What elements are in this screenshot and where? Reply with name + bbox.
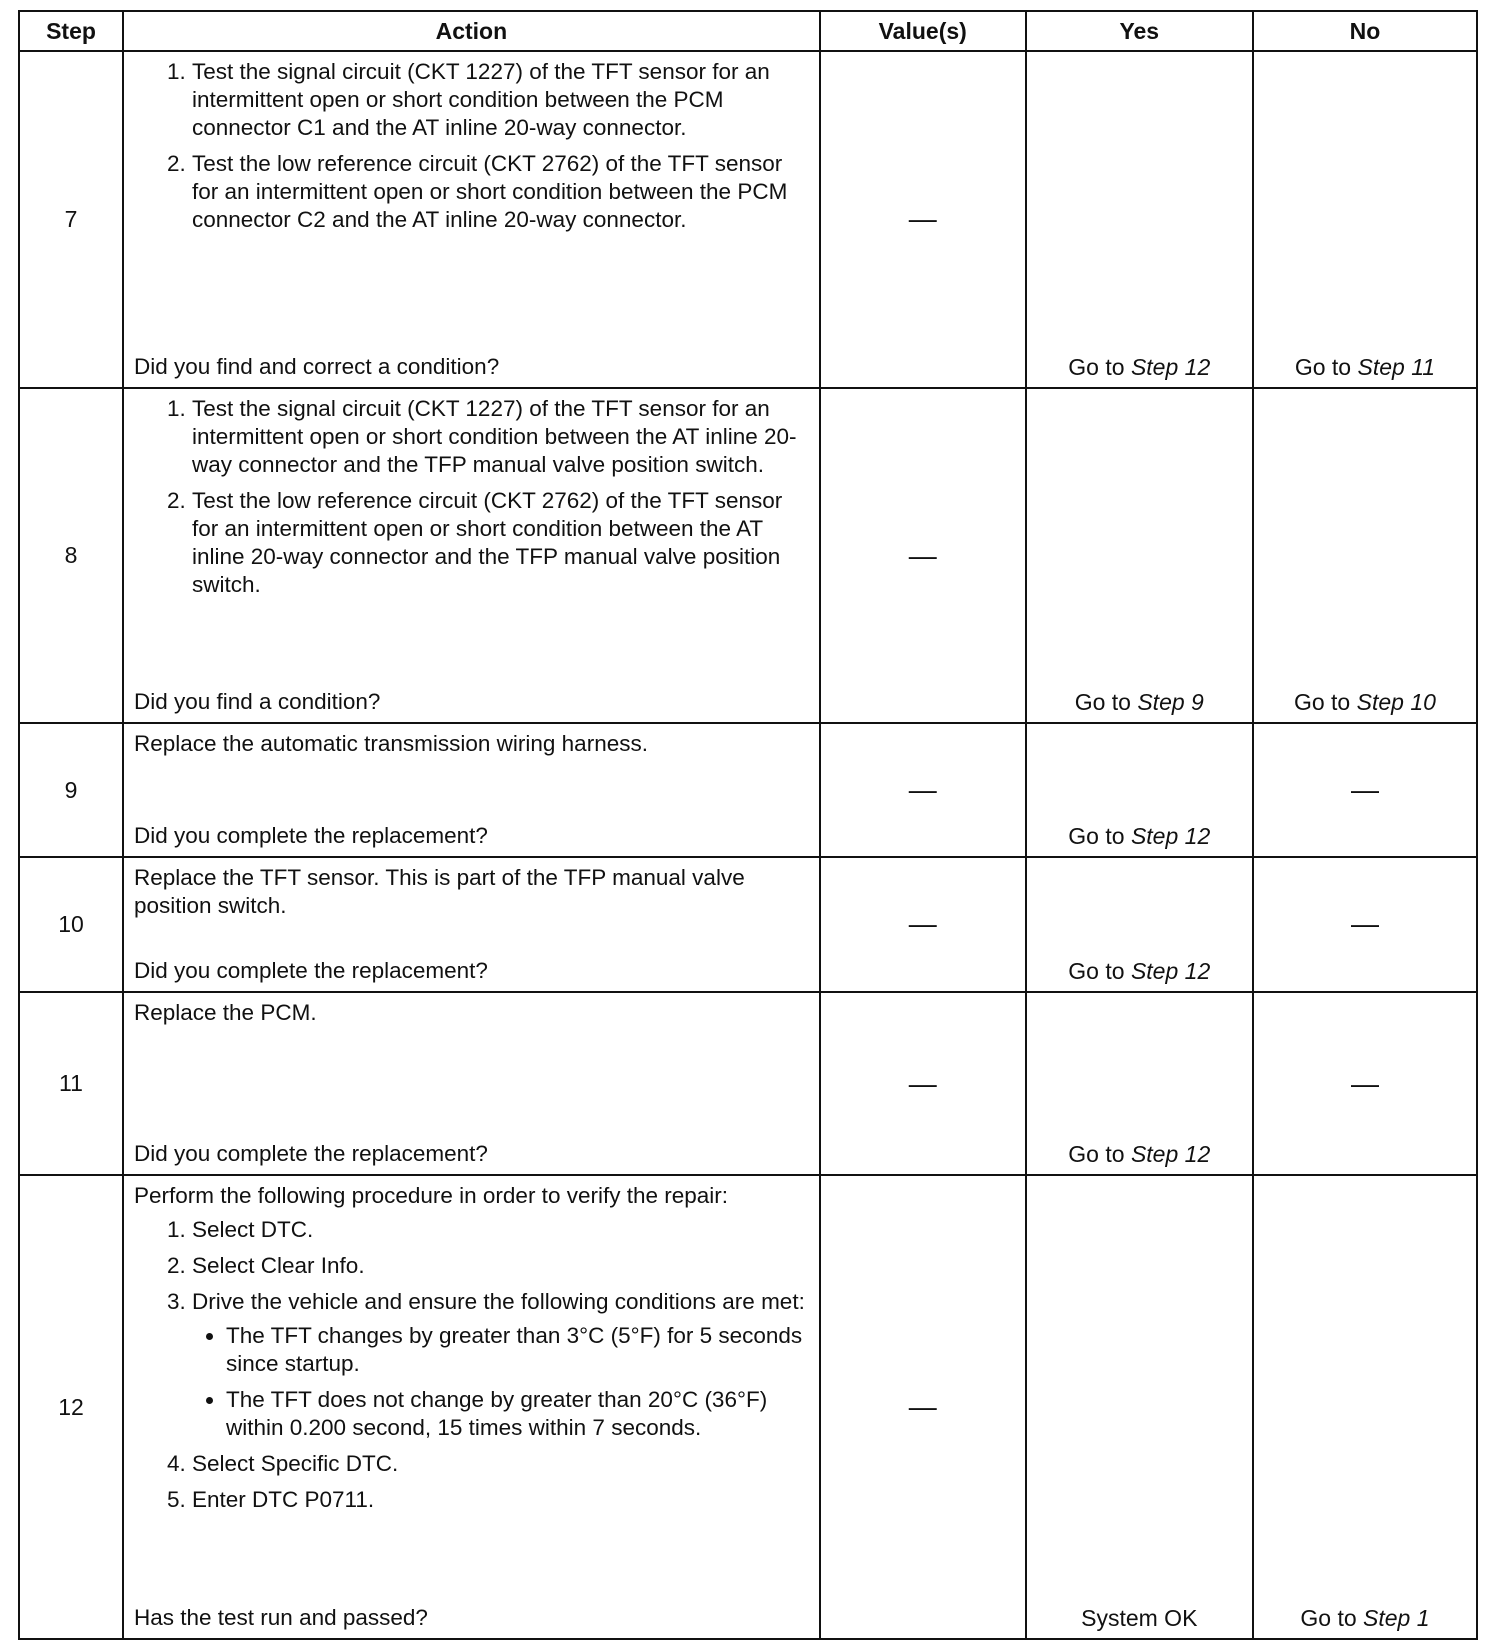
value-cell: —	[820, 1175, 1026, 1639]
action-steps-list	[134, 58, 809, 242]
no-cell	[1253, 51, 1477, 388]
value-cell: —	[820, 388, 1026, 724]
condition-bullet: • The TFT does not change by greater than 20°C (36°F) within 0.200 second, 15 times within 7 seconds.	[226, 1386, 809, 1442]
action-steps-list	[134, 1216, 809, 1514]
action-step: 2. Select Clear Info.	[192, 1252, 809, 1280]
diagnostic-table	[18, 10, 1478, 1640]
action-step-text: Drive the vehicle and ensure the following conditions are met:	[191, 1289, 805, 1315]
value-cell: —	[820, 51, 1026, 388]
yes-prefix: Go to	[1068, 822, 1131, 849]
action-step: 1. Select DTC.	[192, 1216, 809, 1244]
yes-cell	[1026, 857, 1253, 992]
yes-cell	[1026, 992, 1253, 1175]
action-instruction: Replace the TFT sensor. This is part of the TFP manual valve position switch.	[133, 864, 745, 918]
step-number: 9	[19, 723, 123, 856]
action-step: 4. Select Specific DTC.	[192, 1450, 809, 1478]
no-cell	[1253, 388, 1477, 724]
table-row-step-7	[19, 51, 1477, 388]
table-row-step-9	[19, 723, 1477, 856]
action-instruction: Replace the PCM.	[133, 1000, 317, 1026]
header-no: No	[1253, 11, 1477, 51]
yes-step-link: Step 12	[1130, 958, 1211, 985]
action-cell	[123, 992, 820, 1175]
yes-step-link: Step 12	[1130, 1141, 1211, 1168]
condition-bullet-list	[192, 1322, 809, 1442]
yes-step-link: Step 12	[1130, 353, 1211, 380]
header-action: Action	[123, 11, 820, 51]
action-question: Did you complete the replacement?	[133, 822, 488, 848]
table-row-step-8	[19, 388, 1477, 724]
table-row-step-12	[19, 1175, 1477, 1639]
action-question: Did you complete the replacement?	[133, 958, 488, 984]
header-row	[19, 11, 1477, 51]
step-number: 7	[19, 51, 123, 388]
step-number: 10	[19, 857, 123, 992]
condition-bullet: • The TFT changes by greater than 3°C (5°F) for 5 seconds since startup.	[226, 1322, 809, 1378]
action-cell	[123, 723, 820, 856]
action-step: 1. Test the signal circuit (CKT 1227) of the TFT sensor for an intermittent open or short condition between the AT inline 20-way connector and the TFP manual valve position switch.	[192, 395, 809, 479]
value-cell: —	[820, 723, 1026, 856]
yes-cell	[1026, 723, 1253, 856]
no-prefix: Go to	[1300, 1605, 1364, 1631]
header-step: Step	[19, 11, 123, 51]
yes-prefix: Go to	[1074, 689, 1138, 716]
action-question: Did you find and correct a condition?	[133, 353, 500, 379]
no-prefix: Go to	[1294, 353, 1358, 380]
action-instruction: Perform the following procedure in order to verify the repair:	[133, 1183, 729, 1209]
table-row-step-11	[19, 992, 1477, 1175]
action-step: 2. Test the low reference circuit (CKT 2762) of the TFT sensor for an intermittent open or short condition between the AT inline 20-way connector and the TFP manual valve position switch.	[192, 487, 809, 599]
step-number: 8	[19, 388, 123, 724]
no-step-link: Step 10	[1356, 689, 1436, 716]
yes-step-link: Step 12	[1130, 822, 1211, 849]
action-question: Did you complete the replacement?	[133, 1141, 488, 1167]
no-step-link: Step 11	[1357, 353, 1436, 380]
table-row-step-10	[19, 857, 1477, 992]
no-cell: —	[1253, 992, 1477, 1175]
value-cell: —	[820, 992, 1026, 1175]
action-cell	[123, 51, 820, 388]
value-cell: —	[820, 857, 1026, 992]
action-question: Has the test run and passed?	[133, 1605, 428, 1630]
yes-cell	[1026, 388, 1253, 724]
action-cell	[123, 388, 820, 724]
yes-prefix: Go to	[1068, 958, 1131, 985]
header-values: Value(s)	[820, 11, 1026, 51]
no-cell	[1253, 1175, 1477, 1639]
yes-prefix: Go to	[1068, 1141, 1131, 1168]
action-steps-list	[134, 395, 809, 607]
yes-cell	[1026, 51, 1253, 388]
no-step-link: Step 1	[1363, 1605, 1430, 1631]
no-prefix: Go to	[1293, 689, 1357, 716]
step-number: 11	[19, 992, 123, 1175]
header-yes: Yes	[1026, 11, 1253, 51]
action-cell	[123, 857, 820, 992]
yes-step-link: Step 9	[1137, 689, 1204, 716]
action-step: 1. Test the signal circuit (CKT 1227) of the TFT sensor for an intermittent open or short condition between the PCM connector C1 and the AT inline 20-way connector.	[192, 58, 809, 142]
step-number: 12	[19, 1175, 123, 1639]
yes-cell: System OK	[1026, 1175, 1253, 1639]
no-cell: —	[1253, 723, 1477, 856]
yes-prefix: Go to	[1068, 353, 1131, 380]
action-step: 2. Test the low reference circuit (CKT 2762) of the TFT sensor for an intermittent open or short condition between the PCM connector C2 and the AT inline 20-way connector.	[192, 150, 809, 234]
no-cell: —	[1253, 857, 1477, 992]
action-step: 5. Enter DTC P0711.	[192, 1486, 809, 1514]
action-question: Did you find a condition?	[133, 689, 381, 715]
action-cell	[123, 1175, 820, 1639]
action-step	[192, 1288, 809, 1442]
action-instruction: Replace the automatic transmission wiring harness.	[133, 731, 648, 757]
